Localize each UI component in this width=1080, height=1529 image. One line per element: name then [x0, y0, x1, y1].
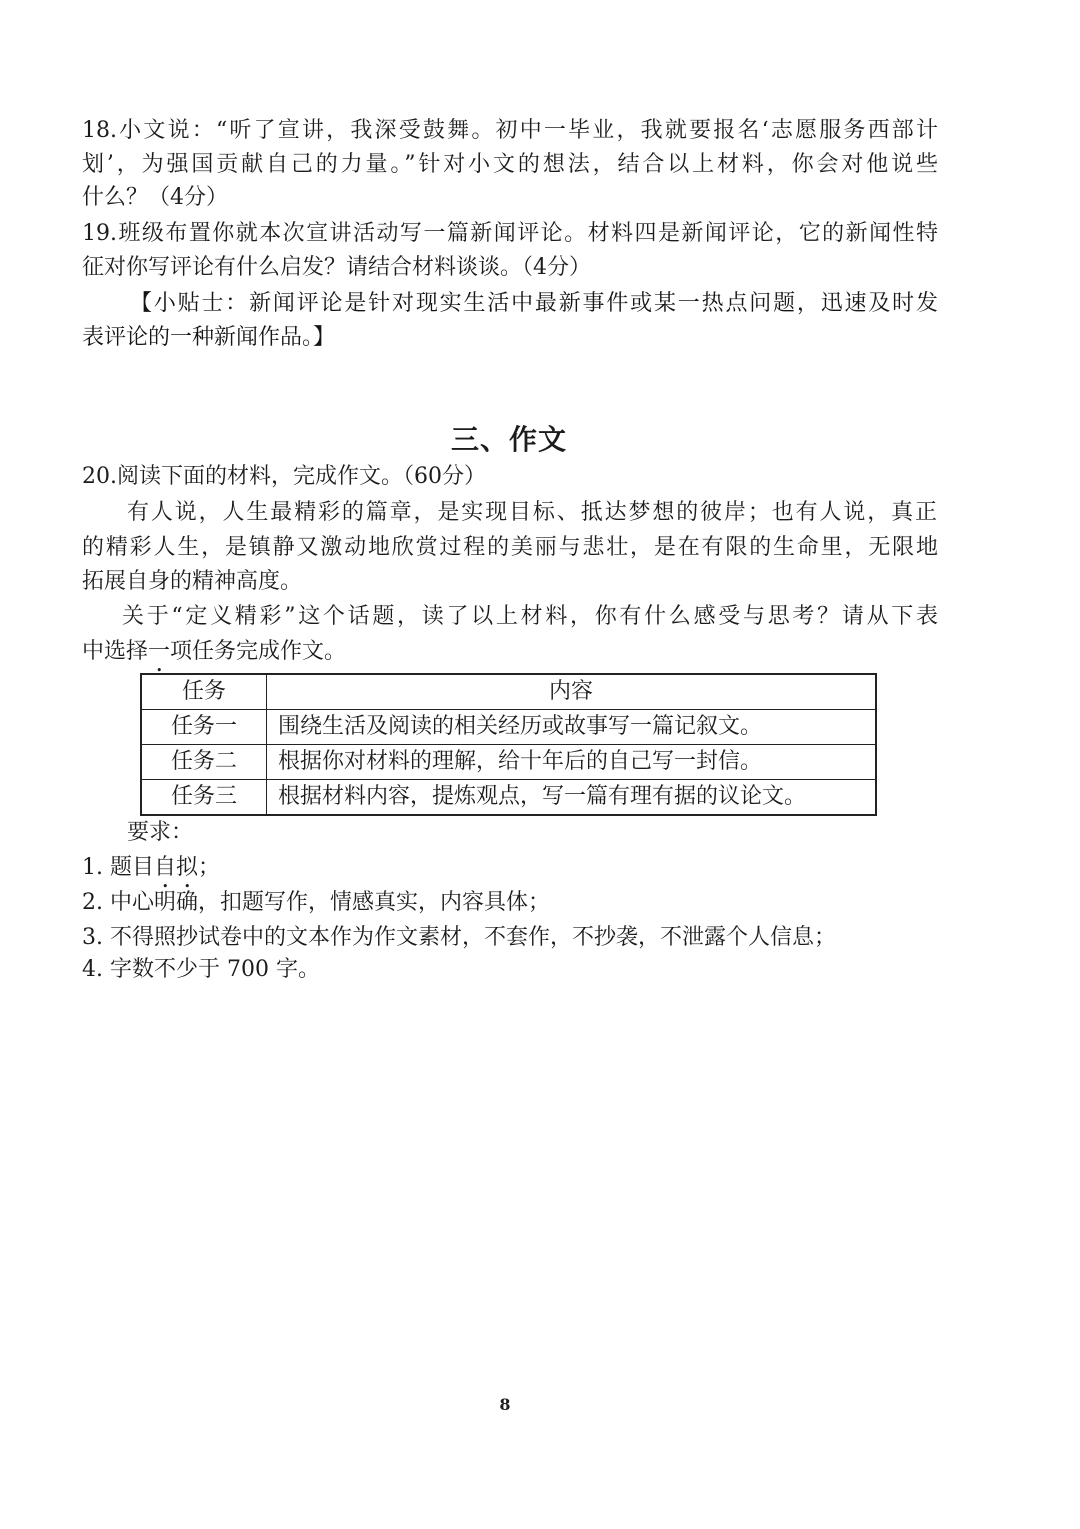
- page-number: 8: [499, 1395, 511, 1414]
- q20-material-line-1: 有人说，人生最精彩的篇章，是实现目标、抵达梦想的彼岸；也有人说，真正: [127, 500, 937, 525]
- requirements-label: 要求：: [127, 820, 194, 845]
- requirement-item-1: [82, 851, 220, 885]
- requirement-text-after: ；: [198, 855, 221, 880]
- task-table: [140, 673, 877, 816]
- task-table-row: [141, 745, 876, 780]
- task-table-header-task: 任务: [141, 674, 267, 710]
- task-name-cell: 任务二: [141, 745, 267, 780]
- requirement-item-3: 3. 不得照抄试卷中的文本作为作文素材，不套作，不抄袭，不泄露个人信息；: [82, 925, 836, 950]
- q20-material-line-2: 的精彩人生，是镇静又激动地欣赏过程的美丽与悲壮，是在有限的生命里，无限地: [82, 535, 938, 560]
- task-table-row: [141, 710, 876, 745]
- q19-tip-line-2: 表评论的一种新闻作品。】: [82, 325, 336, 350]
- task-name-cell: 任务三: [141, 780, 267, 816]
- prompt-text-after: 项任务完成作文。: [170, 639, 347, 664]
- q18-line-2: 划’，为强国贡献自己的力量。”针对小文的想法，结合以上材料，你会对他说些: [82, 152, 938, 177]
- q18-line-1: 18.小文说：“听了宣讲，我深受鼓舞。初中一毕业，我就要报名‘志愿服务西部计: [82, 118, 938, 143]
- q20-prompt-line-2: [82, 635, 346, 669]
- prompt-emphasis-text: 一: [148, 639, 171, 664]
- task-name-cell: 任务一: [141, 710, 267, 745]
- task-table-header-content: 内容: [267, 674, 877, 710]
- requirement-item-2: 2. 中心明确，扣题写作，情感真实，内容具体；: [82, 890, 550, 915]
- task-table-header-row: [141, 674, 876, 710]
- section-title: 三、作文: [450, 423, 567, 456]
- task-content-cell: 围绕生活及阅读的相关经历或故事写一篇记叙文。: [267, 710, 877, 745]
- prompt-text-before: 中选择: [82, 639, 149, 664]
- task-content-cell: 根据你对材料的理解，给十年后的自己写一封信。: [267, 745, 877, 780]
- q20-stem: 20.阅读下面的材料，完成作文。（60分）: [82, 464, 486, 489]
- task-table-row: [141, 780, 876, 816]
- q20-material-line-3: 拓展自身的精神高度。: [82, 569, 303, 594]
- q19-line-1: 19.班级布置你就本次宣讲活动写一篇新闻评论。材料四是新闻评论，它的新闻性特: [82, 221, 938, 246]
- task-content-cell: 根据材料内容，提炼观点，写一篇有理有据的议论文。: [267, 780, 877, 816]
- q19-tip-line-1: 【小贴士：新闻评论是针对现实生活中最新事件或某一热点问题，迅速及时发: [130, 291, 938, 316]
- q20-prompt-line-1: 关于“定义精彩”这个话题，读了以上材料，你有什么感受与思考？请从下表: [122, 604, 938, 629]
- requirement-emphasis-text: 自拟: [153, 855, 198, 880]
- requirement-text-before: 1. 题目: [82, 855, 154, 880]
- q18-line-3: 什么？（4分）: [82, 185, 228, 210]
- requirement-item-4: 4. 字数不少于 700 字。: [82, 957, 320, 982]
- q19-line-2: 征对你写评论有什么启发？请结合材料谈谈。（4分）: [82, 255, 591, 280]
